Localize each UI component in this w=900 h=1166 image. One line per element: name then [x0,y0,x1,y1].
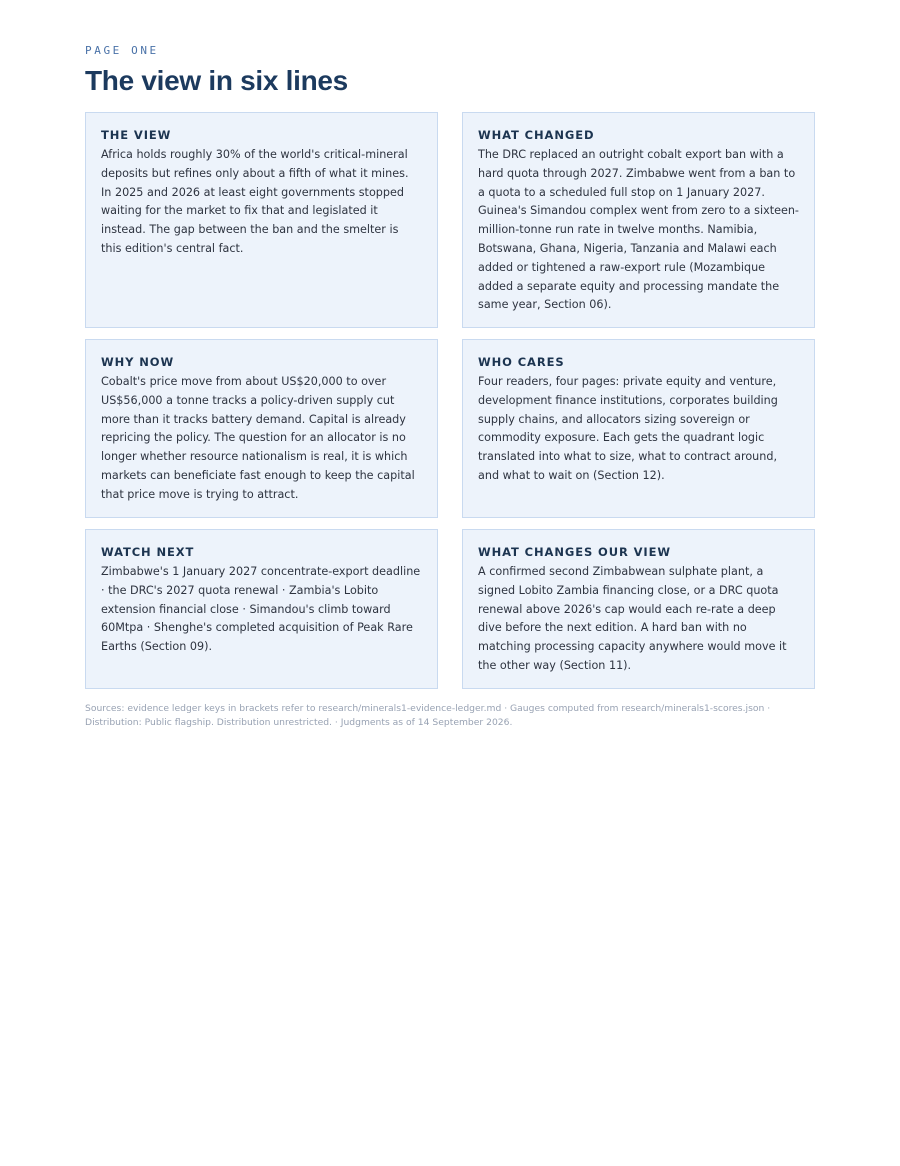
card-who-cares [462,339,815,518]
card-body: Zimbabwe's 1 January 2027 concentrate-export deadline · the DRC's 2027 quota renewal · Zambia's Lobito extension financial close · Simandou's climb toward 60Mtpa · Shenghe's completed acquisition of Peak Rare Earths (Section 09). [101,565,421,654]
card-what-changed [462,112,815,328]
card-heading: WHY NOW [101,355,175,369]
card-watch-next [85,529,438,689]
card-heading: WHO CARES [478,355,565,369]
card-body: A confirmed second Zimbabwean sulphate plant, a signed Lobito Zambia financing close, or a DRC quota renewal above 2026's cap would each re-rate a deep dive before the next edition. A hard ban with no matching processing capacity anywhere would move it the other way (Section 11). [478,565,787,672]
card-the-view [85,112,438,328]
card-body: Africa holds roughly 30% of the world's critical-mineral deposits but refines only about a fifth of what it mines. In 2025 and 2026 at least eight governments stopped waiting for the market to fix that and legislated it instead. The gap between the ban and the smelter is this edition's central fact. [101,148,409,255]
summary-grid [85,112,815,689]
card-body: Cobalt's price move from about US$20,000 to over US$56,000 a tonne tracks a policy-driven supply cut more than it tracks battery demand. Capital is already repricing the policy. The question for an allocator is no longer whether resource nationalism is real, it is which markets can beneficiate fast enough to keep the capital that price move is trying to attract. [101,375,415,501]
sources-footnote: Sources: evidence ledger keys in brackets refer to research/minerals1-evidence-ledger.md · Gauges computed from research/minerals1-scores.json · Distribution: Public flagship. Distribution unrestricted. · Judgments as of 14 September 2026. [85,703,771,728]
card-what-changes-our-view [462,529,815,689]
card-heading: THE VIEW [101,128,172,142]
page-kicker: PAGE ONE [85,44,159,57]
card-body: Four readers, four pages: private equity and venture, development finance institutions, corporates building supply chains, and allocators sizing sovereign or commodity exposure. Each gets the quadrant logic translated into what to size, what to contract around, and what to wait on (Section 12). [478,375,778,482]
card-heading: WHAT CHANGES OUR VIEW [478,545,671,559]
card-why-now [85,339,438,518]
page-title: The view in six lines [85,65,348,96]
card-heading: WHAT CHANGED [478,128,595,142]
card-body: The DRC replaced an outright cobalt export ban with a hard quota through 2027. Zimbabwe went from a ban to a quota to a scheduled full stop on 1 January 2027. Guinea's Simandou complex went from zero to a sixteen-million-tonne run rate in twelve months. Namibia, Botswana, Ghana, Nigeria, Tanzania and Malawi each added or tightened a raw-export rule (Mozambique added a separate equity and processing mandate the same year, Section 06). [478,148,799,312]
card-heading: WATCH NEXT [101,545,195,559]
